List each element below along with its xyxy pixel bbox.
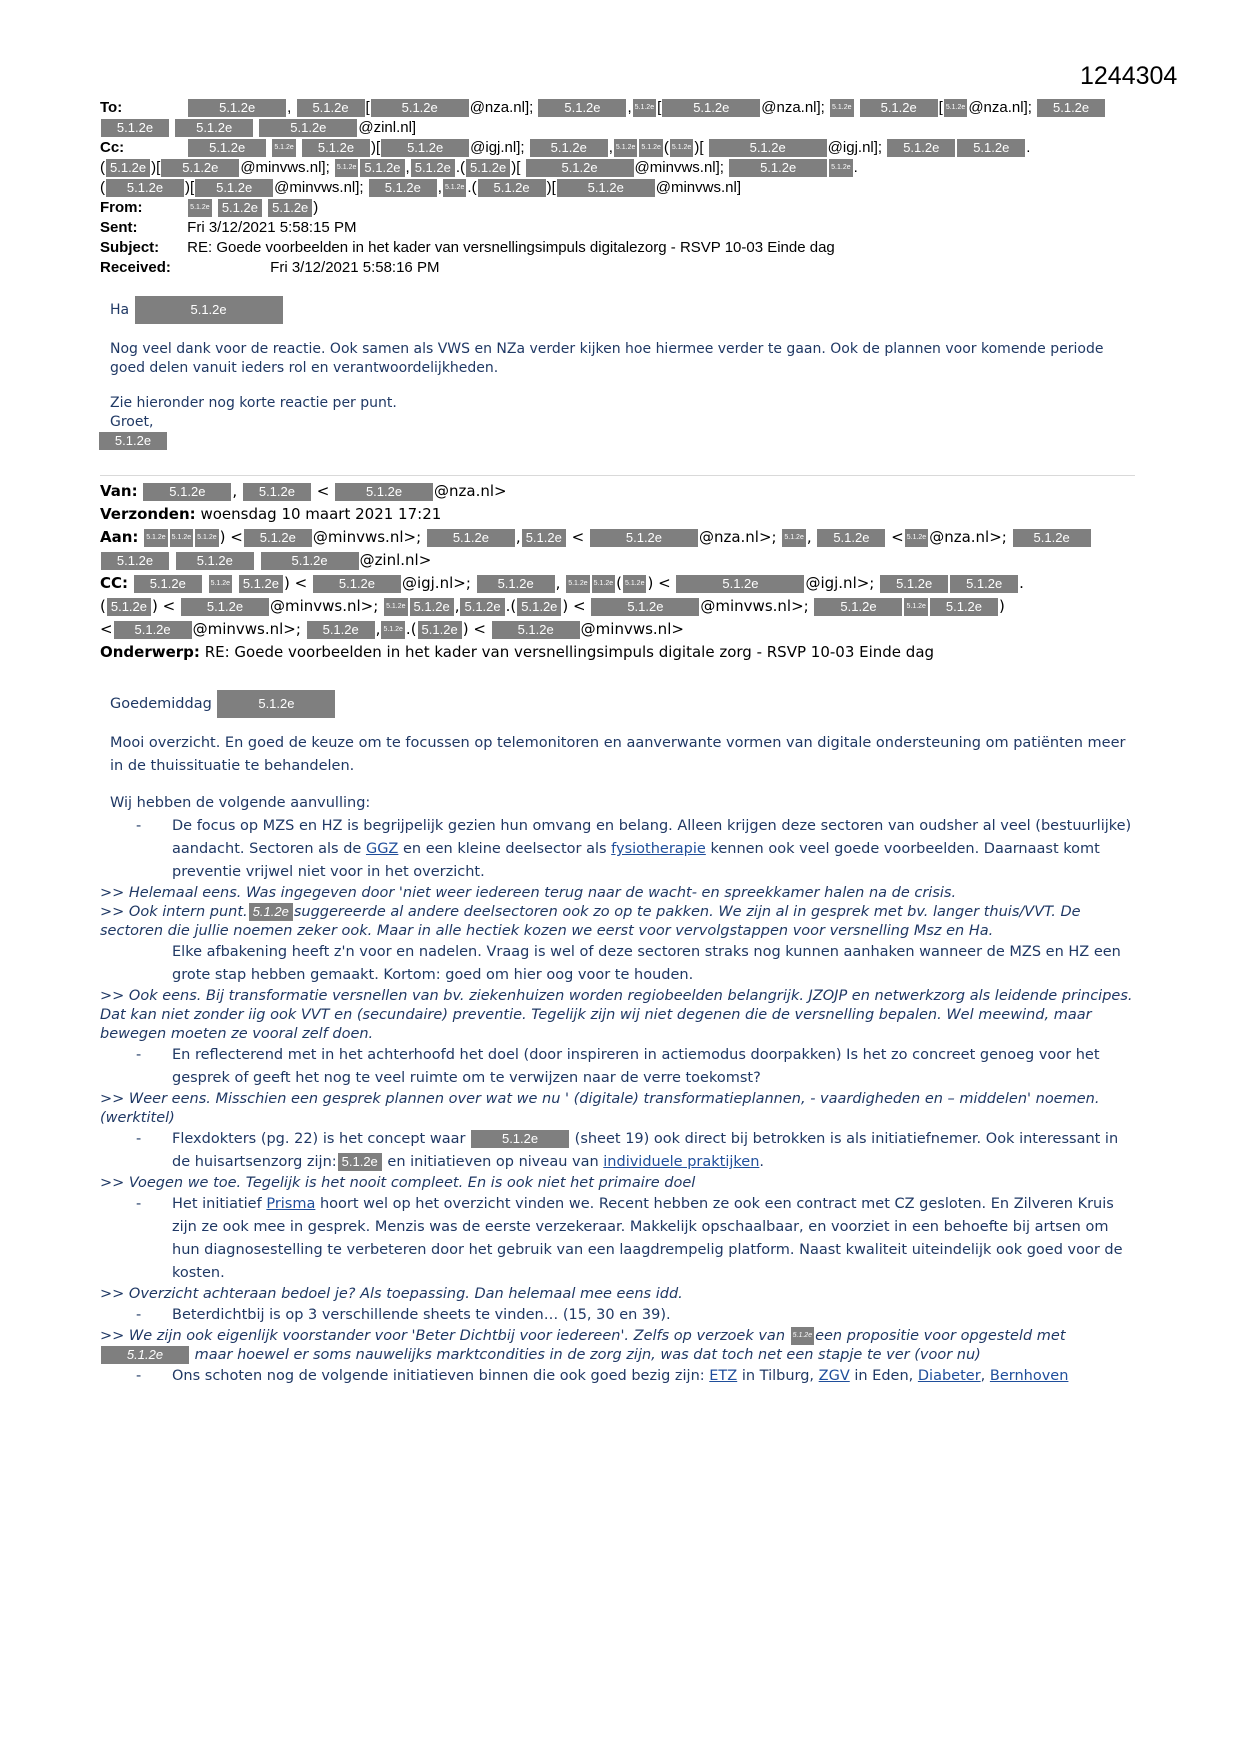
onderwerp-label: Onderwerp: <box>100 643 200 661</box>
divider <box>100 475 1135 476</box>
redaction: 5.1.2e <box>1013 529 1091 547</box>
cc-row-3: < 5.1.2e @minvws.nl>; 5.1.2e , 5.1.2e .( 5.1.2e ) < 5.1.2e @minvws.nl> <box>100 620 684 638</box>
domain-text: @minvws.nl]; <box>274 179 364 196</box>
text: in Eden, <box>854 1368 914 1384</box>
redaction: 5.1.2e <box>297 99 365 117</box>
redaction: 5.1.2e <box>135 296 283 324</box>
redaction: 5.1.2e <box>466 159 510 177</box>
domain-text: @igj.nl]; <box>470 139 525 156</box>
text: in Tilburg, <box>741 1368 815 1384</box>
text: en een kleine deelsector als <box>402 841 607 857</box>
redaction: 5.1.2e <box>1037 99 1105 117</box>
aan-label: Aan: <box>100 528 139 546</box>
redaction: 5.1.2e <box>782 529 805 547</box>
reply-line: >> Weer eens. Misschien een gesprek plannen over wat we nu ' (digitale) transformatieplannen, - vaardigheden en – middelen' noemen. (werktitel) <box>100 1091 1100 1126</box>
redaction: 5.1.2e <box>662 99 760 117</box>
redaction: 5.1.2e <box>460 598 504 616</box>
redaction: 5.1.2e <box>106 159 150 177</box>
redaction: 5.1.2e <box>143 483 231 501</box>
onderwerp-value: RE: Goede voorbeelden in het kader van versnellingsimpuls digitale zorg - RSVP 10-03 Einde dag <box>204 643 935 661</box>
link-prisma[interactable]: Prisma <box>266 1196 316 1212</box>
received-row <box>100 258 1140 278</box>
redaction: 5.1.2e <box>239 575 283 593</box>
redaction: 5.1.2e <box>134 575 202 593</box>
domain-text: @minvws.nl>; <box>312 528 422 546</box>
link-fysiotherapie[interactable]: fysiotherapie <box>611 841 706 857</box>
bullet-item: - Beterdichtbij is op 3 verschillende sheets te vinden… (15, 30 en 39). <box>172 1304 1140 1327</box>
domain-text: @minvws.nl>; <box>269 597 379 615</box>
redaction: 5.1.2e <box>338 1153 382 1171</box>
redaction: 5.1.2e <box>829 159 852 177</box>
redaction: 5.1.2e <box>676 575 804 593</box>
text: suggereerde al andere deelsectoren ook zo op te pakken. We zijn al in gesprek met bv. langer thuis/VVT. De sectoren die jullie noemen zeker ook. Maar in alle hectiek kozen we eerst voor vervolgstappen voor versnelling Msz en Ha. <box>100 904 1081 939</box>
subject-label: Subject: <box>100 239 160 256</box>
link-zgv[interactable]: ZGV <box>818 1368 850 1384</box>
redaction: 5.1.2e <box>176 552 254 570</box>
reply-line: >> Overzicht achteraan bedoel je? Als toepassing. Dan helemaal mee eens idd. <box>100 1286 683 1302</box>
subject-value: RE: Goede voorbeelden in het kader van versnellingsimpuls digitalezorg - RSVP 10-03 Einde dag <box>187 239 835 256</box>
email2-header <box>100 480 1140 664</box>
bullet-item <box>172 1193 1140 1285</box>
bullet-item: - En reflecterend met in het achterhoofd het doel (door inspireren in actiemodus doorpakken) Is het zo concreet genoeg voor het gesprek of geeft het nog te veel ruimte om te verwijzen naar de verre toekomst? <box>172 1044 1140 1090</box>
redaction: 5.1.2e <box>101 552 169 570</box>
email2-body <box>100 690 1140 1388</box>
redaction: 5.1.2e <box>188 199 211 217</box>
redaction: 5.1.2e <box>307 621 375 639</box>
redaction: 5.1.2e <box>107 598 151 616</box>
paragraph: Nog veel dank voor de reactie. Ook samen als VWS en NZa verder kijken hoe hiermee verder te gaan. Ook de plannen voor komende periode goed delen vanuit ieders rol en verantwoordelijkheden. <box>110 341 1104 376</box>
cc-label: Cc: <box>100 139 125 156</box>
redaction: 5.1.2e <box>161 159 239 177</box>
redaction: 5.1.2e <box>944 99 967 117</box>
intro-paragraph: Mooi overzicht. En goed de keuze om te focussen op telemonitoren en aanverwante vormen van digitale ondersteuning om patiënten meer in de thuissituatie te behandelen. <box>110 735 1126 774</box>
text: >> Ook intern punt. <box>100 904 248 920</box>
redaction: 5.1.2e <box>517 598 561 616</box>
redaction: 5.1.2e <box>930 598 998 616</box>
link-etz[interactable]: ETZ <box>709 1368 738 1384</box>
redaction: 5.1.2e <box>950 575 1018 593</box>
cc-row-2: ( 5.1.2e )[ 5.1.2e @minvws.nl]; 5.1.2e 5.1.2e , 5.1.2e .( 5.1.2e )[ 5.1.2e @minvws.nl]; 5.1.2e 5.1.2e . <box>100 159 858 176</box>
redaction: 5.1.2e <box>904 598 927 616</box>
domain-text: @minvws.nl] <box>655 179 741 196</box>
text: , <box>980 1368 986 1384</box>
redaction: 5.1.2e <box>175 119 253 137</box>
redaction: 5.1.2e <box>384 598 407 616</box>
redaction: 5.1.2e <box>526 159 634 177</box>
redaction: 5.1.2e <box>880 575 948 593</box>
to-row-2 <box>100 118 1140 138</box>
cc-row-3: ( 5.1.2e )[ 5.1.2e @minvws.nl]; 5.1.2e , 5.1.2e .( 5.1.2e )[ 5.1.2e @minvws.nl] <box>100 179 741 196</box>
redaction: 5.1.2e <box>114 621 192 639</box>
domain-text: @nza.nl]; <box>761 99 825 116</box>
redaction: 5.1.2e <box>381 139 469 157</box>
redaction: 5.1.2e <box>633 99 656 117</box>
greeting <box>110 296 1140 324</box>
redaction: 5.1.2e <box>729 159 827 177</box>
verzonden-row <box>100 503 1140 526</box>
received-label: Received: <box>100 259 171 276</box>
van-label: Van: <box>100 482 138 500</box>
text: Flexdokters (pg. 22) is het concept waar <box>172 1131 466 1147</box>
domain-text: @nza.nl>; <box>698 528 777 546</box>
email1-header <box>100 98 1140 278</box>
redaction: 5.1.2e <box>381 621 404 639</box>
redaction: 5.1.2e <box>443 179 466 197</box>
link-ggz[interactable]: GGZ <box>365 841 399 857</box>
redaction: 5.1.2e <box>538 99 626 117</box>
closing: Groet, <box>110 414 154 430</box>
redaction: 5.1.2e <box>268 199 312 217</box>
redaction: 5.1.2e <box>243 483 311 501</box>
link-diabeter[interactable]: Diabeter <box>917 1368 981 1384</box>
text: . <box>759 1154 764 1170</box>
redaction: 5.1.2e <box>209 575 232 593</box>
bullet-item <box>172 1365 1140 1388</box>
domain-text: @zinl.nl> <box>359 551 432 569</box>
greeting-text: Ha <box>110 302 130 318</box>
cc-row-2: ( 5.1.2e ) < 5.1.2e @minvws.nl>; 5.1.2e 5.1.2e , 5.1.2e .( 5.1.2e ) < 5.1.2e @minvws.nl>; 5.1.2e 5.1.2e 5.1.2e ) <box>100 597 1005 615</box>
redaction: 5.1.2e <box>905 529 928 547</box>
redaction: 5.1.2e <box>106 179 184 197</box>
verzonden-label: Verzonden: <box>100 505 196 523</box>
received-value: Fri 3/12/2021 5:58:16 PM <box>270 259 440 276</box>
to-label: To: <box>100 99 123 116</box>
text: De focus op MZS en HZ is begrijpelijk gezien hun omvang en belang. Alleen krijgen deze sectoren van oudsher al veel (bestuurlijke) aandacht. Sectoren als de <box>172 818 1132 857</box>
redaction: 5.1.2e <box>249 903 293 921</box>
domain-text: @minvws.nl]; <box>240 159 330 176</box>
redaction: 5.1.2e <box>860 99 938 117</box>
verzonden-value: woensdag 10 maart 2021 17:21 <box>200 505 442 523</box>
domain-text: @minvws.nl>; <box>700 597 809 615</box>
cc-row: Cc: 5.1.2e 5.1.2e 5.1.2e )[ 5.1.2e @igj.nl]; 5.1.2e , 5.1.2e 5.1.2e ( 5.1.2e )[ 5.1.2e @igj.nl]; 5.1.2e 5.1.2e . <box>100 139 1031 156</box>
domain-text: @igj.nl]; <box>827 139 883 156</box>
sent-row <box>100 218 1140 238</box>
redaction: 5.1.2e <box>188 99 286 117</box>
redaction: 5.1.2e <box>188 139 266 157</box>
subject-row <box>100 238 1140 258</box>
text: maar hoewel er soms nauwelijks marktcondities in de zorg zijn, was dat toch net een stapje te ver (voor nu) <box>194 1347 981 1363</box>
cc-row: CC: 5.1.2e 5.1.2e 5.1.2e ) < 5.1.2e @igj.nl>; 5.1.2e , 5.1.2e 5.1.2e ( 5.1.2e ) < 5.1.2e @igj.nl>; 5.1.2e 5.1.2e . <box>100 574 1024 592</box>
redaction: 5.1.2e <box>410 598 454 616</box>
redaction: 5.1.2e <box>313 575 401 593</box>
redaction: 5.1.2e <box>335 483 433 501</box>
redaction: 5.1.2e <box>335 159 358 177</box>
redaction: 5.1.2e <box>592 575 615 593</box>
redaction: 5.1.2e <box>477 575 555 593</box>
redaction: 5.1.2e <box>817 529 885 547</box>
domain-text: @minvws.nl>; <box>192 620 301 638</box>
redaction: 5.1.2e <box>195 529 218 547</box>
redaction: 5.1.2e <box>427 529 515 547</box>
redaction: 5.1.2e <box>614 139 637 157</box>
sent-value: Fri 3/12/2021 5:58:15 PM <box>187 219 357 236</box>
domain-text: @nza.nl>; <box>929 528 1007 546</box>
text: >> We zijn ook eigenlijk voorstander voor 'Beter Dichtbij voor iedereen'. Zelfs op verzoek van <box>100 1328 786 1344</box>
aan-row: Aan: 5.1.2e 5.1.2e 5.1.2e ) < 5.1.2e @minvws.nl>; 5.1.2e , 5.1.2e < 5.1.2e @nza.nl>; 5.1.2e , 5.1.2e < 5.1.2e @nza.nl>; 5.1.2e <box>100 526 1140 549</box>
redaction: 5.1.2e <box>591 598 699 616</box>
text: Het initiatief <box>172 1196 262 1212</box>
redaction: 5.1.2e <box>590 529 698 547</box>
from-label: From: <box>100 199 143 216</box>
redaction: 5.1.2e <box>411 159 455 177</box>
domain-text: @minvws.nl> <box>580 620 684 638</box>
text: (sheet 19) ook direct bij betrokken is als initiatiefnemer. Ook interessant in de huisartsenzorg zijn: <box>172 1131 1119 1170</box>
email1-body <box>110 296 1140 451</box>
redaction: 5.1.2e <box>272 139 295 157</box>
domain-text: @nza.nl]; <box>968 99 1032 116</box>
redaction: 5.1.2e <box>181 598 269 616</box>
redaction: 5.1.2e <box>623 575 646 593</box>
reply-line: >> Voegen we toe. Tegelijk is het nooit compleet. En is ook niet het primaire doel <box>100 1175 696 1191</box>
domain-text: @igj.nl>; <box>401 574 471 592</box>
text: een propositie voor opgesteld met <box>815 1328 1066 1344</box>
redaction: 5.1.2e <box>557 179 655 197</box>
redaction: 5.1.2e <box>957 139 1025 157</box>
aan-row-2 <box>100 549 1140 572</box>
reply-line <box>100 903 1140 941</box>
redaction: 5.1.2e <box>144 529 167 547</box>
redaction: 5.1.2e <box>418 621 462 639</box>
greeting <box>110 690 1140 718</box>
domain-text: @zinl.nl] <box>358 119 417 136</box>
redaction: 5.1.2e <box>709 139 827 157</box>
cc-label: CC: <box>100 574 129 592</box>
van-row: Van: 5.1.2e , 5.1.2e < 5.1.2e @nza.nl> <box>100 482 507 500</box>
redaction: 5.1.2e <box>530 139 608 157</box>
redaction: 5.1.2e <box>670 139 693 157</box>
domain-text: @minvws.nl]; <box>634 159 724 176</box>
bullet-continuation: Elke afbakening heeft z'n voor en nadelen. Vraag is wel of deze sectoren straks nog kunnen aanhaken wanneer de MZS en HZ een grote stap hebben gemaakt. Kortom: goed om hier oog voor te houden. <box>172 944 1121 983</box>
domain-text: @nza.nl]; <box>469 99 534 116</box>
redaction: 5.1.2e <box>360 159 404 177</box>
domain-text: @nza.nl> <box>434 482 507 500</box>
redaction: 5.1.2e <box>639 139 662 157</box>
text: hoort wel op het overzicht vinden we. Recent hebben ze ook een contract met CZ gesloten. En Zilveren Kruis zijn ze ook mee in gesprek. Menzis was de eerste verzekeraar. Makkelijk opschaalbaar, en voorziet in een behoefte bij artsen om hun diagnosestelling te verbeteren door het gebruik van een laagdrempelig platform. Naast kwaliteit uiteindelijk ook goed voor de kosten. <box>172 1196 1123 1281</box>
text: en initiatieven op niveau van <box>387 1154 599 1170</box>
reply-line: >> Helemaal eens. Was ingegeven door 'niet weer iedereen terug naar de wacht- en spreekkamer halen na de crisis. <box>100 885 957 901</box>
redaction: 5.1.2e <box>101 119 169 137</box>
link-individuele-praktijken[interactable]: individuele praktijken <box>603 1154 760 1170</box>
domain-text: @igj.nl>; <box>805 574 875 592</box>
greeting-text: Goedemiddag <box>110 696 212 712</box>
bullet-item <box>172 815 1140 884</box>
reply-line <box>100 1327 1140 1365</box>
redaction: 5.1.2e <box>814 598 902 616</box>
sent-label: Sent: <box>100 219 138 236</box>
redaction: 5.1.2e <box>478 179 546 197</box>
redaction: 5.1.2e <box>218 199 262 217</box>
redaction: 5.1.2e <box>195 179 273 197</box>
redaction: 5.1.2e <box>492 621 580 639</box>
signature <box>98 432 1140 451</box>
redaction: 5.1.2e <box>170 529 193 547</box>
redaction: 5.1.2e <box>244 529 312 547</box>
redaction: 5.1.2e <box>566 575 589 593</box>
redaction: 5.1.2e <box>261 552 359 570</box>
redaction: 5.1.2e <box>369 179 437 197</box>
document-number: 1244304 <box>1080 62 1178 90</box>
redaction: 5.1.2e <box>887 139 955 157</box>
redaction: 5.1.2e <box>99 432 167 450</box>
redaction: 5.1.2e <box>217 690 335 718</box>
redaction: 5.1.2e <box>791 1327 814 1345</box>
reply-line: >> Ook eens. Bij transformatie versnellen van bv. ziekenhuizen worden regiobeelden belangrijk. JZOJP en netwerkzorg als leidende principes. Dat kan niet zonder iig ook VVT en (secundaire) preventie. Tegelijk zijn wij niet degenen die de versnelling bepalen. Wel meewind, maar bewegen moeten ze vooral zelf doen. <box>100 988 1133 1042</box>
to-row: To: 5.1.2e , 5.1.2e [ 5.1.2e @nza.nl]; 5.1.2e , 5.1.2e [ 5.1.2e @nza.nl]; 5.1.2e 5.1.2e [ 5.1.2e @nza.nl]; 5.1.2e <box>100 98 1140 118</box>
redaction: 5.1.2e <box>830 99 853 117</box>
bullet-item <box>172 1128 1140 1174</box>
from-row: From: 5.1.2e 5.1.2e 5.1.2e ) <box>100 199 319 216</box>
redaction: 5.1.2e <box>101 1346 189 1364</box>
link-bernhoven[interactable]: Bernhoven <box>989 1368 1069 1384</box>
text: Ons schoten nog de volgende initiatieven binnen die ook goed bezig zijn: <box>172 1368 705 1384</box>
aanvulling-heading: Wij hebben de volgende aanvulling: <box>110 795 371 811</box>
redaction: 5.1.2e <box>371 99 469 117</box>
paragraph: Zie hieronder nog korte reactie per punt. <box>110 395 397 411</box>
redaction: 5.1.2e <box>302 139 370 157</box>
redaction: 5.1.2e <box>471 1130 569 1148</box>
onderwerp-row <box>100 641 1140 664</box>
text: kennen ook veel goede voorbeelden. Daarnaast komt preventie vrijwel niet voor in het overzicht. <box>172 841 1100 880</box>
redaction: 5.1.2e <box>522 529 566 547</box>
redaction: 5.1.2e <box>259 119 357 137</box>
